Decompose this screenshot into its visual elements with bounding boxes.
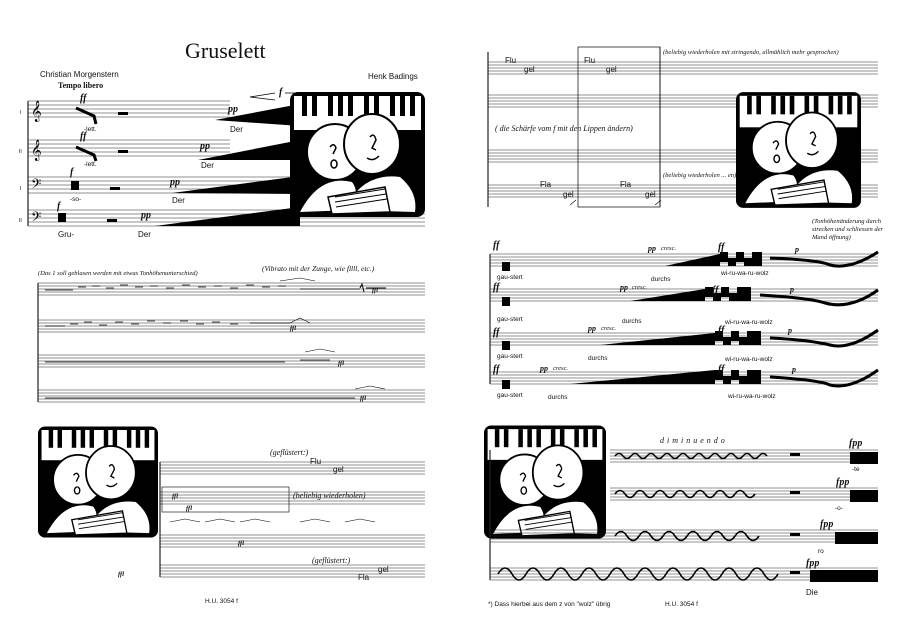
- lyric-syllable: durchs: [622, 318, 642, 325]
- dynamic-pp: pp: [648, 244, 656, 253]
- page-title: Gruselett: [185, 38, 266, 63]
- dynamic-p: p: [788, 326, 792, 335]
- ffl-marking: ffl: [360, 395, 367, 402]
- lyric-syllable: -o-: [835, 505, 843, 512]
- dynamic-ff: ff: [493, 327, 500, 338]
- cresc-marking: cresc.: [553, 365, 569, 372]
- performance-note: (beliebig wiederholen): [293, 491, 366, 500]
- lyric-syllable: Fla: [540, 180, 552, 189]
- ffl-marking: ffl: [172, 493, 179, 500]
- dynamic-pp: pp: [620, 283, 628, 292]
- lyric-syllable: wi-ru-wa-ru-wolz: [725, 356, 773, 363]
- lyric-syllable: Der: [201, 161, 214, 170]
- lyric-syllable: gel: [563, 190, 574, 199]
- dynamic-pp: pp: [170, 177, 180, 188]
- lyric-syllable: gau-stert: [497, 274, 523, 281]
- poet-name: Christian Morgenstern: [40, 70, 119, 79]
- dynamic-f: f: [279, 87, 283, 98]
- dynamic-ff: ff: [712, 285, 719, 296]
- dynamic-p: p: [792, 365, 796, 374]
- lyric-syllable: gel: [606, 65, 617, 74]
- dynamic-fpp: fpp: [836, 477, 850, 488]
- treble-clef-icon: 𝄞: [31, 140, 42, 160]
- performance-note: (geflüstert:): [270, 448, 309, 457]
- dynamic-fpp: fpp: [820, 519, 834, 530]
- lyric-syllable: ro: [818, 548, 824, 555]
- ffl-marking: ffl: [290, 325, 297, 332]
- svg-text:II: II: [19, 149, 22, 155]
- ffl-marking: ffl: [372, 287, 379, 294]
- lyric-syllable: Der: [172, 196, 185, 205]
- dynamic-p: p: [795, 245, 799, 254]
- publisher-code: H.U. 3054 f: [205, 598, 238, 605]
- lyric-syllable: durchs: [651, 276, 671, 283]
- dynamic-ff: ff: [718, 242, 725, 253]
- svg-text:I: I: [20, 186, 22, 192]
- lyric-syllable: durchs: [548, 394, 568, 401]
- lyric-syllable: -so-: [70, 196, 82, 203]
- lyric-syllable: wi-ru-wa-ru-wolz: [725, 319, 773, 326]
- publisher-code: H.U. 3054 f: [665, 601, 698, 608]
- cresc-marking: cresc.: [661, 245, 677, 252]
- performance-note: (beliebig wiederholen ... en): [663, 172, 737, 179]
- dynamic-pp: pp: [200, 141, 210, 152]
- dynamic-pp: pp: [540, 364, 548, 373]
- lyric-syllable: Fla: [620, 180, 632, 189]
- lyric-syllable: Flu: [310, 457, 322, 466]
- dynamic-f: f: [57, 201, 61, 212]
- performance-note: (geflüstert:): [312, 556, 351, 565]
- performance-note: (Tonhöhenänderung durch strecken und schliessen der Mund öffnung): [812, 218, 884, 241]
- composer-name: Henk Badings: [368, 72, 418, 81]
- lyric-syllable: gel: [524, 65, 535, 74]
- dynamic-fpp: fpp: [806, 558, 820, 569]
- lyric-syllable: -lett.: [84, 161, 97, 168]
- dynamic-fpp: fpp: [849, 438, 863, 449]
- performance-note: ( die Schärfe vom f mit den Lippen ändern): [495, 124, 633, 133]
- lyric-syllable: Gru-: [58, 230, 74, 239]
- dynamic-ff: ff: [718, 325, 725, 336]
- lyric-syllable: gel: [645, 190, 656, 199]
- lyric-syllable: -lett.: [84, 126, 97, 133]
- lyric-syllable: gau-stert: [497, 316, 523, 323]
- bass-clef-icon: 𝄢: [31, 178, 42, 195]
- dynamic-ff: ff: [80, 93, 87, 104]
- dynamic-f: f: [70, 167, 74, 178]
- bass-clef-icon: 𝄢: [31, 211, 42, 228]
- lyric-syllable: -te: [852, 466, 860, 473]
- lyric-syllable: wi-ru-wa-ru-wolz: [728, 393, 776, 400]
- lyric-syllable: durchs: [588, 355, 608, 362]
- ffl-marking: ffl: [338, 360, 345, 367]
- performance-note: (Das 1 soll geblasen werden mit etwas Tonhöhenunterschied): [38, 270, 198, 277]
- lyric-syllable: gau-stert: [497, 392, 523, 399]
- ffl-marking: ffl: [186, 505, 193, 512]
- performance-note: (beliebig wiederholen mit stringendo, allmählich mehr gesprochen): [663, 49, 839, 56]
- dynamic-ff: ff: [718, 364, 725, 375]
- ffl-marking: ffl: [238, 540, 245, 547]
- footnote: *) Dass hierbei aus dem z von "wolz" übrig: [488, 601, 611, 608]
- tempo-marking: Tempo libero: [58, 81, 104, 90]
- lyric-syllable: Flu: [584, 56, 596, 65]
- lyric-syllable: Der: [138, 230, 151, 239]
- performance-note: (Vibrato mit der Zunge, wie fllll, etc.): [262, 264, 375, 273]
- cresc-marking: cresc.: [601, 325, 617, 332]
- lyric-syllable: gel: [378, 565, 389, 574]
- lyric-syllable: Der: [230, 125, 243, 134]
- lyric-syllable: gau-stert: [497, 353, 523, 360]
- system-6-score: [450, 0, 900, 636]
- dynamic-ff: ff: [80, 131, 87, 142]
- dynamic-ff: ff: [493, 364, 500, 375]
- svg-text:II: II: [19, 218, 22, 224]
- svg-text:I: I: [20, 110, 22, 116]
- dynamic-ff: ff: [493, 282, 500, 293]
- dynamic-ff: ff: [493, 240, 500, 251]
- ffl-marking: ffl: [118, 571, 125, 578]
- lyric-syllable: wi-ru-wa-ru-wolz: [721, 270, 769, 277]
- treble-clef-icon: 𝄞: [31, 101, 42, 121]
- lyric-syllable: Flu: [505, 56, 517, 65]
- cresc-marking: cresc.: [632, 284, 648, 291]
- lyric-syllable: gel: [333, 465, 344, 474]
- lyric-syllable: Fla: [358, 573, 370, 582]
- dynamic-pp: pp: [228, 104, 238, 115]
- dynamic-pp: pp: [141, 210, 151, 221]
- dynamic-pp: pp: [588, 324, 596, 333]
- dynamic-p: p: [790, 285, 794, 294]
- dynamic-diminuendo: diminuendo: [660, 436, 728, 445]
- lyric-syllable: Die: [806, 588, 819, 597]
